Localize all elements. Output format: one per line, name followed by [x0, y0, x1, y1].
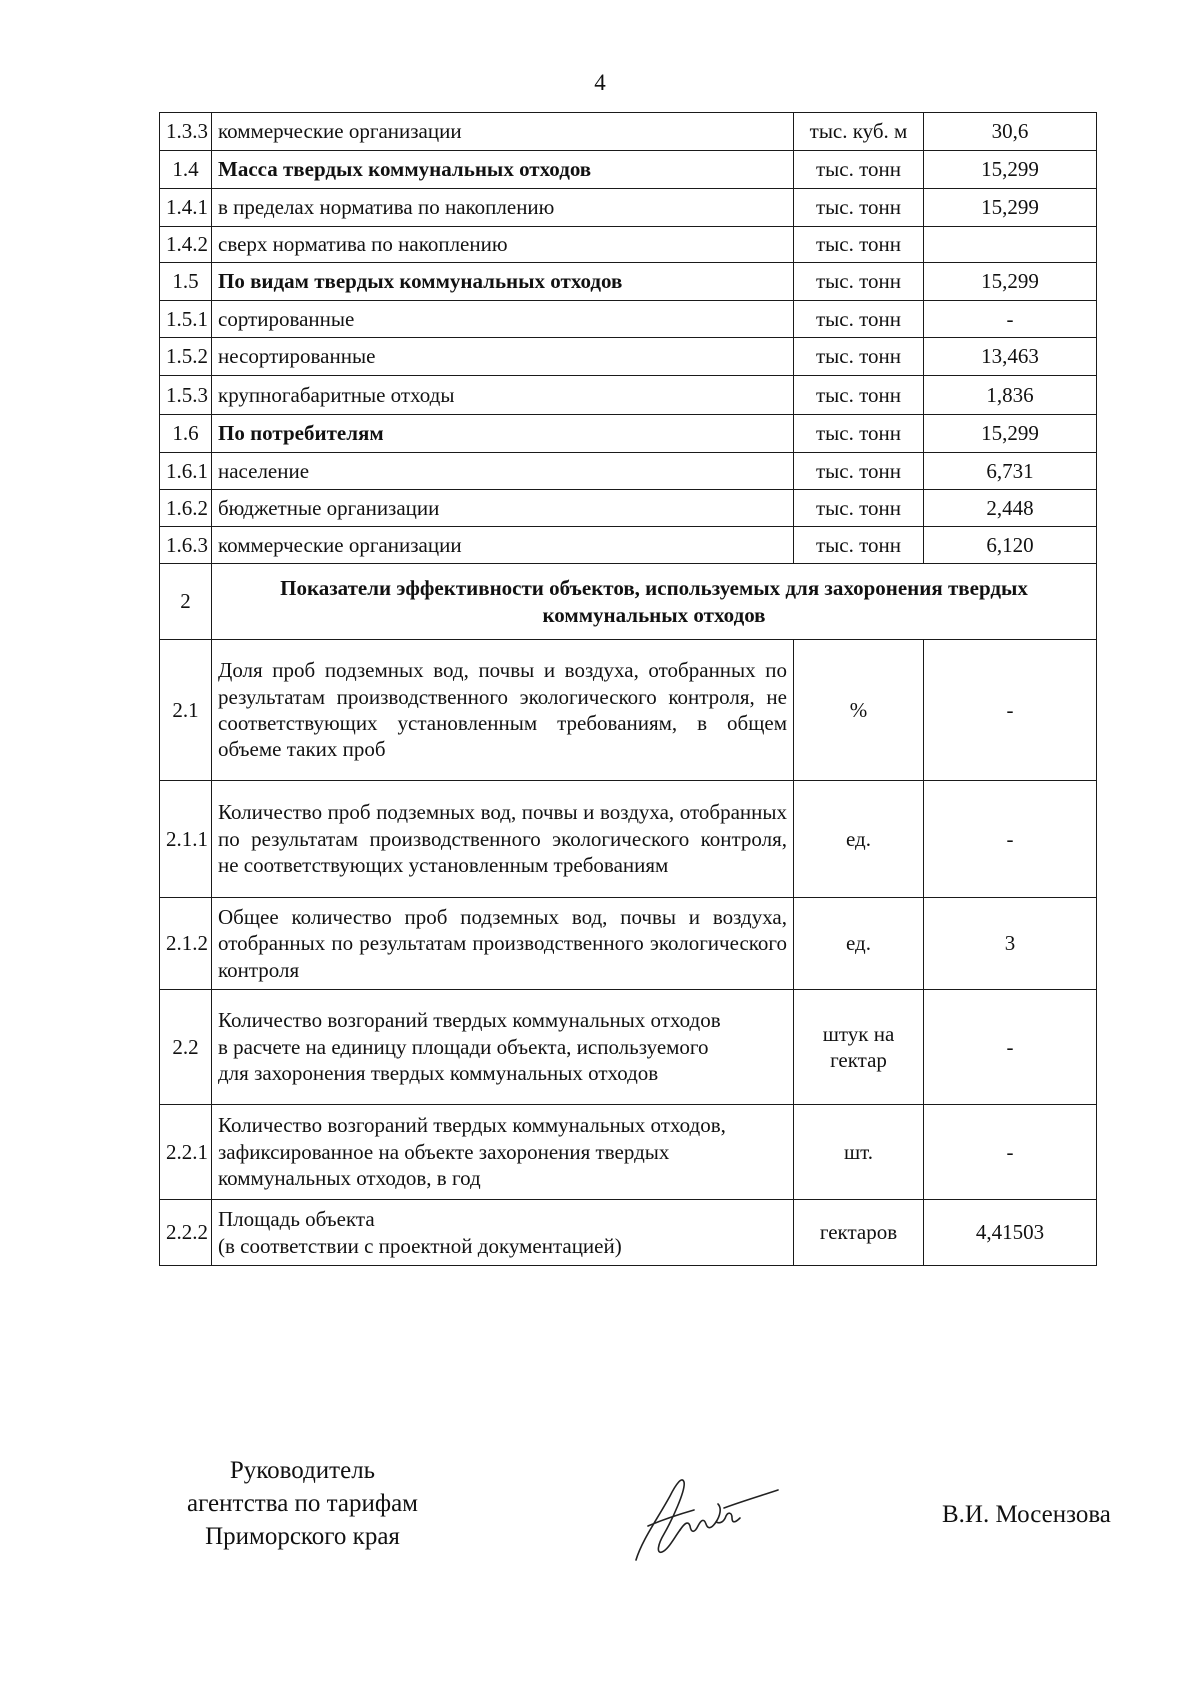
table-row: [160, 338, 1097, 376]
row-number: 1.4.2: [160, 227, 212, 263]
row-unit: тыс. тонн: [794, 453, 924, 490]
row-name: сортированные: [212, 301, 794, 338]
row-value: 15,299: [924, 415, 1097, 453]
handwritten-signature: [628, 1468, 788, 1568]
row-unit: штук на гектар: [794, 990, 924, 1105]
row-name: крупногабаритные отходы: [212, 376, 794, 415]
row-value: -: [924, 990, 1097, 1105]
row-value: 2,448: [924, 490, 1097, 527]
table-row: [160, 781, 1097, 898]
row-name-line: Площадь объекта: [218, 1207, 375, 1232]
row-value: 30,6: [924, 113, 1097, 151]
section-2-header-row: [160, 564, 1097, 640]
row-value: 15,299: [924, 263, 1097, 301]
row-number: 2.2.2: [160, 1200, 212, 1266]
row-name: Масса твердых коммунальных отходов: [212, 151, 794, 189]
row-name: Количество проб подземных вод, почвы и воздуха, отобранных по результатам производственного экологического контроля, не соответствующих установленным требованиям: [212, 781, 794, 898]
row-number: 2.1.1: [160, 781, 212, 898]
row-name: Количество возгораний твердых коммунальных отходов в расчете на единицу площади объекта, используемого для захоронения твердых коммунальных отходов: [212, 990, 794, 1105]
row-value: -: [924, 301, 1097, 338]
row-name: бюджетные организации: [212, 490, 794, 527]
row-number: 1.4.1: [160, 189, 212, 227]
row-unit: тыс. тонн: [794, 527, 924, 564]
row-name-line: (в соответствии с проектной документацией): [218, 1233, 622, 1258]
row-value: -: [924, 781, 1097, 898]
row-name: коммерческие организации: [212, 113, 794, 151]
row-number: 1.6.2: [160, 490, 212, 527]
signatory-title-line: Руководитель: [229, 1457, 376, 1484]
table-row: [160, 1105, 1097, 1200]
row-unit: тыс. тонн: [794, 376, 924, 415]
row-value: -: [924, 1105, 1097, 1200]
row-number: 1.5.1: [160, 301, 212, 338]
row-unit: ед.: [794, 898, 924, 990]
row-value: 1,836: [924, 376, 1097, 415]
table-row: [160, 189, 1097, 227]
row-number: 2: [160, 564, 212, 640]
row-unit: тыс. тонн: [794, 263, 924, 301]
table-row: [160, 1200, 1097, 1266]
table-row: [160, 227, 1097, 263]
row-value: 6,731: [924, 453, 1097, 490]
table-row: [160, 453, 1097, 490]
table-row: [160, 113, 1097, 151]
table-row: [160, 301, 1097, 338]
signatory-title-line: агентства по тарифам: [186, 1490, 419, 1517]
row-number: 1.3.3: [160, 113, 212, 151]
row-name: [212, 1200, 794, 1266]
row-unit: гектаров: [794, 1200, 924, 1266]
row-name: Количество возгораний твердых коммунальных отходов, зафиксированное на объекте захоронения твердых коммунальных отходов, в год: [212, 1105, 794, 1200]
table-row: [160, 263, 1097, 301]
table-row: [160, 990, 1097, 1105]
row-number: 2.2.1: [160, 1105, 212, 1200]
row-number: 2.1.2: [160, 898, 212, 990]
row-value: [924, 227, 1097, 263]
row-value: 4,41503: [924, 1200, 1097, 1266]
row-number: 1.5: [160, 263, 212, 301]
row-number: 2.2: [160, 990, 212, 1105]
section-2-title: Показатели эффективности объектов, используемых для захоронения твердых коммунальных отходов: [212, 564, 1097, 640]
row-value: 15,299: [924, 151, 1097, 189]
row-name: По потребителям: [212, 415, 794, 453]
table-row: [160, 376, 1097, 415]
table-row: [160, 151, 1097, 189]
row-unit: тыс. тонн: [794, 189, 924, 227]
row-value: 3: [924, 898, 1097, 990]
row-unit: тыс. тонн: [794, 227, 924, 263]
row-number: 1.6: [160, 415, 212, 453]
table-row: [160, 640, 1097, 781]
signatory-title: [140, 1454, 465, 1553]
row-value: 13,463: [924, 338, 1097, 376]
row-unit: тыс. тонн: [794, 490, 924, 527]
table-row: [160, 490, 1097, 527]
row-name: население: [212, 453, 794, 490]
row-unit: тыс. тонн: [794, 415, 924, 453]
row-value: 6,120: [924, 527, 1097, 564]
table-row: [160, 415, 1097, 453]
row-number: 1.6.3: [160, 527, 212, 564]
row-unit: тыс. тонн: [794, 301, 924, 338]
signatory-title-line: Приморского края: [205, 1523, 400, 1550]
row-name: в пределах норматива по накоплению: [212, 189, 794, 227]
table-row: [160, 898, 1097, 990]
page-number: 4: [594, 70, 606, 95]
row-number: 1.5.3: [160, 376, 212, 415]
row-unit: %: [794, 640, 924, 781]
row-unit: тыс. тонн: [794, 151, 924, 189]
row-name: По видам твердых коммунальных отходов: [212, 263, 794, 301]
row-name: коммерческие организации: [212, 527, 794, 564]
indicators-table: [159, 112, 1097, 1266]
row-name: сверх норматива по накоплению: [212, 227, 794, 263]
row-name: Общее количество проб подземных вод, почвы и воздуха, отобранных по результатам производственного экологического контроля: [212, 898, 794, 990]
row-unit: шт.: [794, 1105, 924, 1200]
row-unit: ед.: [794, 781, 924, 898]
row-unit: тыс. куб. м: [794, 113, 924, 151]
row-value: -: [924, 640, 1097, 781]
row-value: 15,299: [924, 189, 1097, 227]
row-name: Доля проб подземных вод, почвы и воздуха, отобранных по результатам производственного экологического контроля, не соответствующих установленным требованиям, в общем объеме таких проб: [212, 640, 794, 781]
table-row: [160, 527, 1097, 564]
row-name: несортированные: [212, 338, 794, 376]
row-number: 1.4: [160, 151, 212, 189]
row-number: 1.5.2: [160, 338, 212, 376]
row-number: 1.6.1: [160, 453, 212, 490]
row-unit: тыс. тонн: [794, 338, 924, 376]
signatory-name: В.И. Мосензова: [942, 1501, 1111, 1528]
row-number: 2.1: [160, 640, 212, 781]
